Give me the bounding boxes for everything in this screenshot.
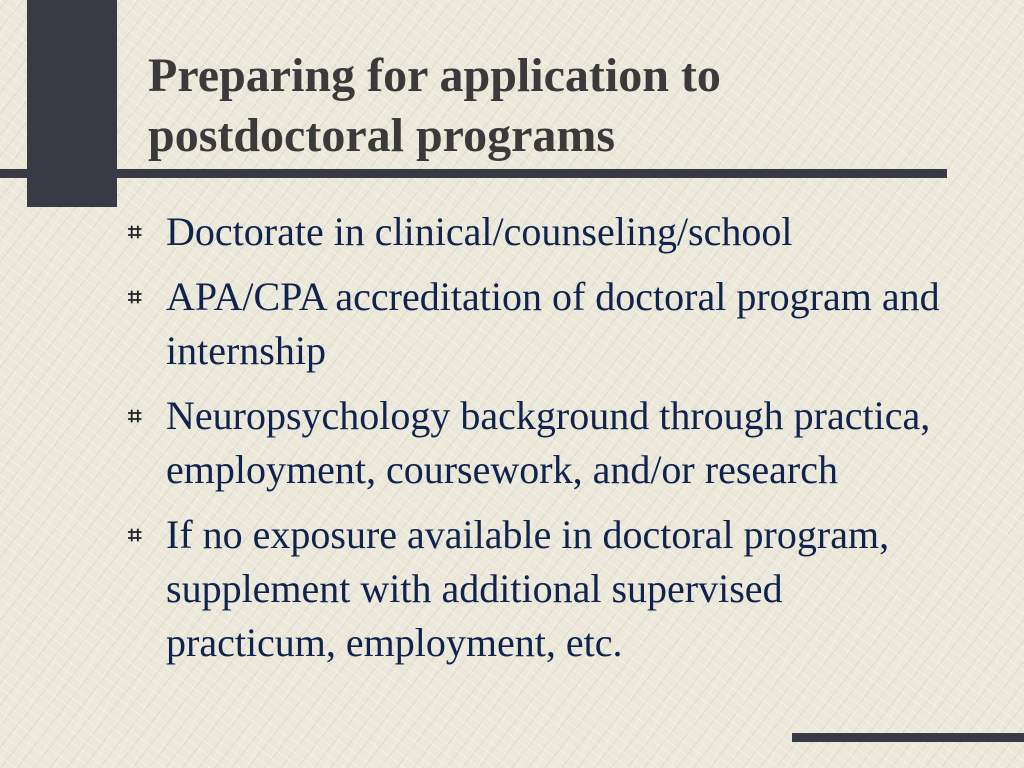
title-divider-rule xyxy=(0,169,947,178)
bullet-text: APA/CPA accreditation of doctoral program and internship xyxy=(166,274,940,373)
bullet-item xyxy=(128,389,958,497)
bullet-text: Neuropsychology background through practica, employment, coursework, and/or research xyxy=(166,393,931,492)
bullet-item xyxy=(128,205,958,259)
hash-bullet-icon: ⌗ xyxy=(128,521,142,549)
hash-bullet-icon: ⌗ xyxy=(128,218,142,246)
slide-title xyxy=(148,46,948,166)
slide-title-line-2: postdoctoral programs xyxy=(148,109,616,162)
bullet-text: Doctorate in clinical/counseling/school xyxy=(166,209,793,254)
bullet-item xyxy=(128,270,958,378)
footer-divider-rule xyxy=(792,733,1024,742)
hash-bullet-icon: ⌗ xyxy=(128,402,142,430)
hash-bullet-icon: ⌗ xyxy=(128,283,142,311)
bullet-item xyxy=(128,508,958,670)
bullet-list xyxy=(128,205,958,681)
slide-title-line-1: Preparing for application to xyxy=(148,49,721,102)
bullet-text: If no exposure available in doctoral program, supplement with additional supervised practicum, employment, etc. xyxy=(166,512,890,665)
